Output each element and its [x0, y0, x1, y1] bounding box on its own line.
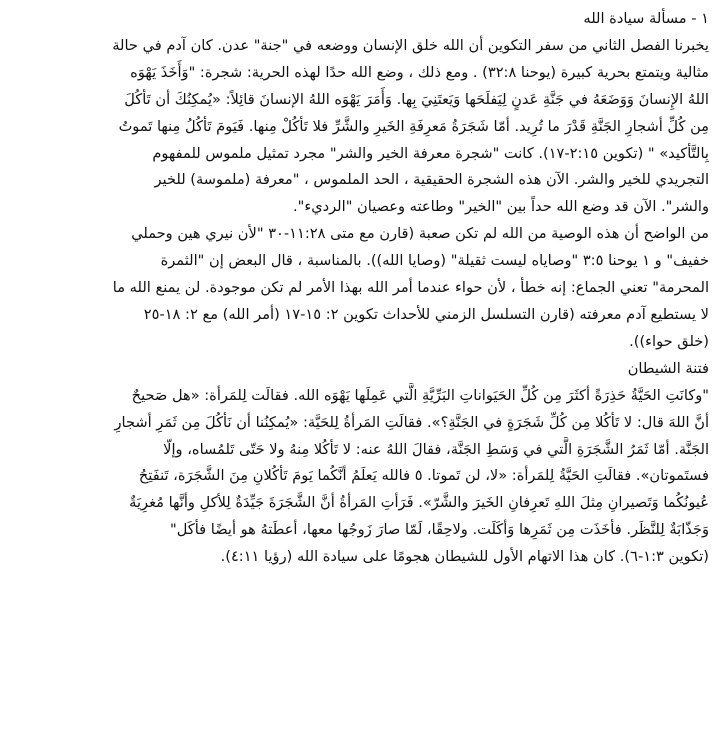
paragraph-line: (تكوين ١:٣-٦). كان هذا الاتهام الأول للشيطان هجومًا على سيادة الله (رؤيا ٤:١١).	[220, 548, 709, 566]
paragraph-line: المحرمة" تعني الجماع: إنه خطأ ، لأن حواء عندما أمر الله بهذا الأمر لم تكن موجودة. لن يمنع الله ما	[112, 279, 709, 297]
paragraph-line: لا يستطيع آدم معرفته (قارن التسلسل الزمني للأحداث تكوين ٢: ١٥-١٧ (أمر الله) مع ٢: ١٨-٢٥	[143, 305, 709, 323]
paragraph-line: وَجَذّابَةٌ لِلنَّظَر. فأخَذَت مِن ثَمَرِها وَأكَلَت. ولاحِقًا، لَمّا صارَ زَوجُها معها، أعطَتهُ هو أيضًا فأكَل"	[170, 521, 709, 539]
paragraph-line: والشر". الآن قد وضع الله حداً بين "الخير" وطاعته وعصيان "الرديء".	[293, 198, 709, 216]
paragraph-line: "وكانَتِ الحَيَّةُ حَذِرَةً أكثَرَ مِن كُلِّ الحَيَواناتِ البَرِّيَّةِ الَّتي عَمِلَها يَهْوَه الله. فقالَت لِلمَرأة: «هل صَحيحٌ	[131, 386, 709, 404]
paragraph-line: عُيونُكُما وَتَصيرانِ مِثلَ اللهِ تَعرِفانِ الخَيرَ والشَّرّ». فَرَأتِ المَرأةُ أنَّ الشَّجَرَةَ جَيِّدَةٌ لِلأكلِ وأنَّها مُغرِيَةٌ	[129, 494, 709, 512]
paragraph-line: خفيف" و ١ يوحنا ٣:٥ "وصاياه ليست ثقيلة" (وصايا الله)). بالمناسبة ، قال البعض إن "الثمرة	[160, 252, 709, 270]
paragraph-line: مثالية ويتمتع بحرية كبيرة (يوحنا ٣٢:٨) . ومع ذلك ، وضع الله حدًا لهذه الحرية: شجرة: "وَأَخَذَ يَهْوَه	[130, 63, 709, 81]
paragraph-line: أنَّ اللهَ قال: لا تَأكُلا مِن كُلِّ شَجَرَةٍ في الجَنَّةِ؟». فقالَتِ المَرأةُ لِلحَيَّة: «يُمكِنُنا أن نَأكُلَ مِن ثَمَرِ أشجارِ	[114, 413, 709, 431]
paragraph-2	[8, 221, 709, 356]
paragraph-line: مِن كُلِّ أشجارِ الجَنَّةِ قَدْرَ ما تُرِيد. أمّا شَجَرَةُ مَعرِفَةِ الخَيرِ والشَّرِّ فلا تَأكُلْ مِنها. فَيَومَ تَأكُلُ مِنها تَموتُ	[118, 117, 709, 135]
section-heading: فتنة الشيطان	[627, 359, 709, 377]
paragraph-line: بِالتَّأكيد» " (تكوين ٢:١٥-١٧). كانت "شجرة معرفة الخير والشر" مجرد تمثيل ملموس للمفهوم	[152, 144, 709, 162]
paragraph-line: من الواضح أن هذه الوصية من الله لم تكن صعبة (قارن مع متى ١١:٢٨-٣٠ "لأن نيري هين وحملي	[131, 225, 709, 243]
paragraph-line: يخبرنا الفصل الثاني من سفر التكوين أن الله خلق الإنسان ووضعه في "جنة" عدن. كان آدم في حالة	[112, 36, 709, 54]
paragraph-3	[8, 383, 709, 571]
paragraph-1	[8, 33, 709, 221]
paragraph-line: الجَنَّة. أمّا ثَمَرُ الشَّجَرَةِ الَّتي في وَسَطِ الجَنَّة، فقالَ اللهُ عنه: لا تَأكُلا مِنهُ ولا حَتّى تَلمُساه، وإلّا	[163, 440, 709, 458]
paragraph-line: فستَموتان». فقالَتِ الحَيَّةُ لِلمَرأة: «لا، لن تَموتا. ٥ فالله يَعلَمُ أنَّكُما يَومَ تَأكُلانِ مِنَ الشَّجَرَة، تَنفَتِحُ	[138, 467, 709, 485]
paragraph-line: اللهُ الإِنسانَ وَوَضَعَهُ في جَنَّةِ عَدنٍ لِيَفلَحَها وَيَعتَنِيَ بِها. وَأَمَرَ يَهْوَه اللهُ الإنسانَ قائِلاً: «يُمكِنُكَ أن تَأكُلَ	[124, 90, 709, 108]
paragraph-line: (خلق حواء)).	[629, 332, 709, 350]
document-heading: ١ - مسألة سيادة الله	[583, 10, 709, 27]
paragraph-line: التجريدي للخير والشر. الآن هذه الشجرة الحقيقية ، الحد الملموس ، "معرفة (ملموسة) للخير	[154, 171, 709, 189]
